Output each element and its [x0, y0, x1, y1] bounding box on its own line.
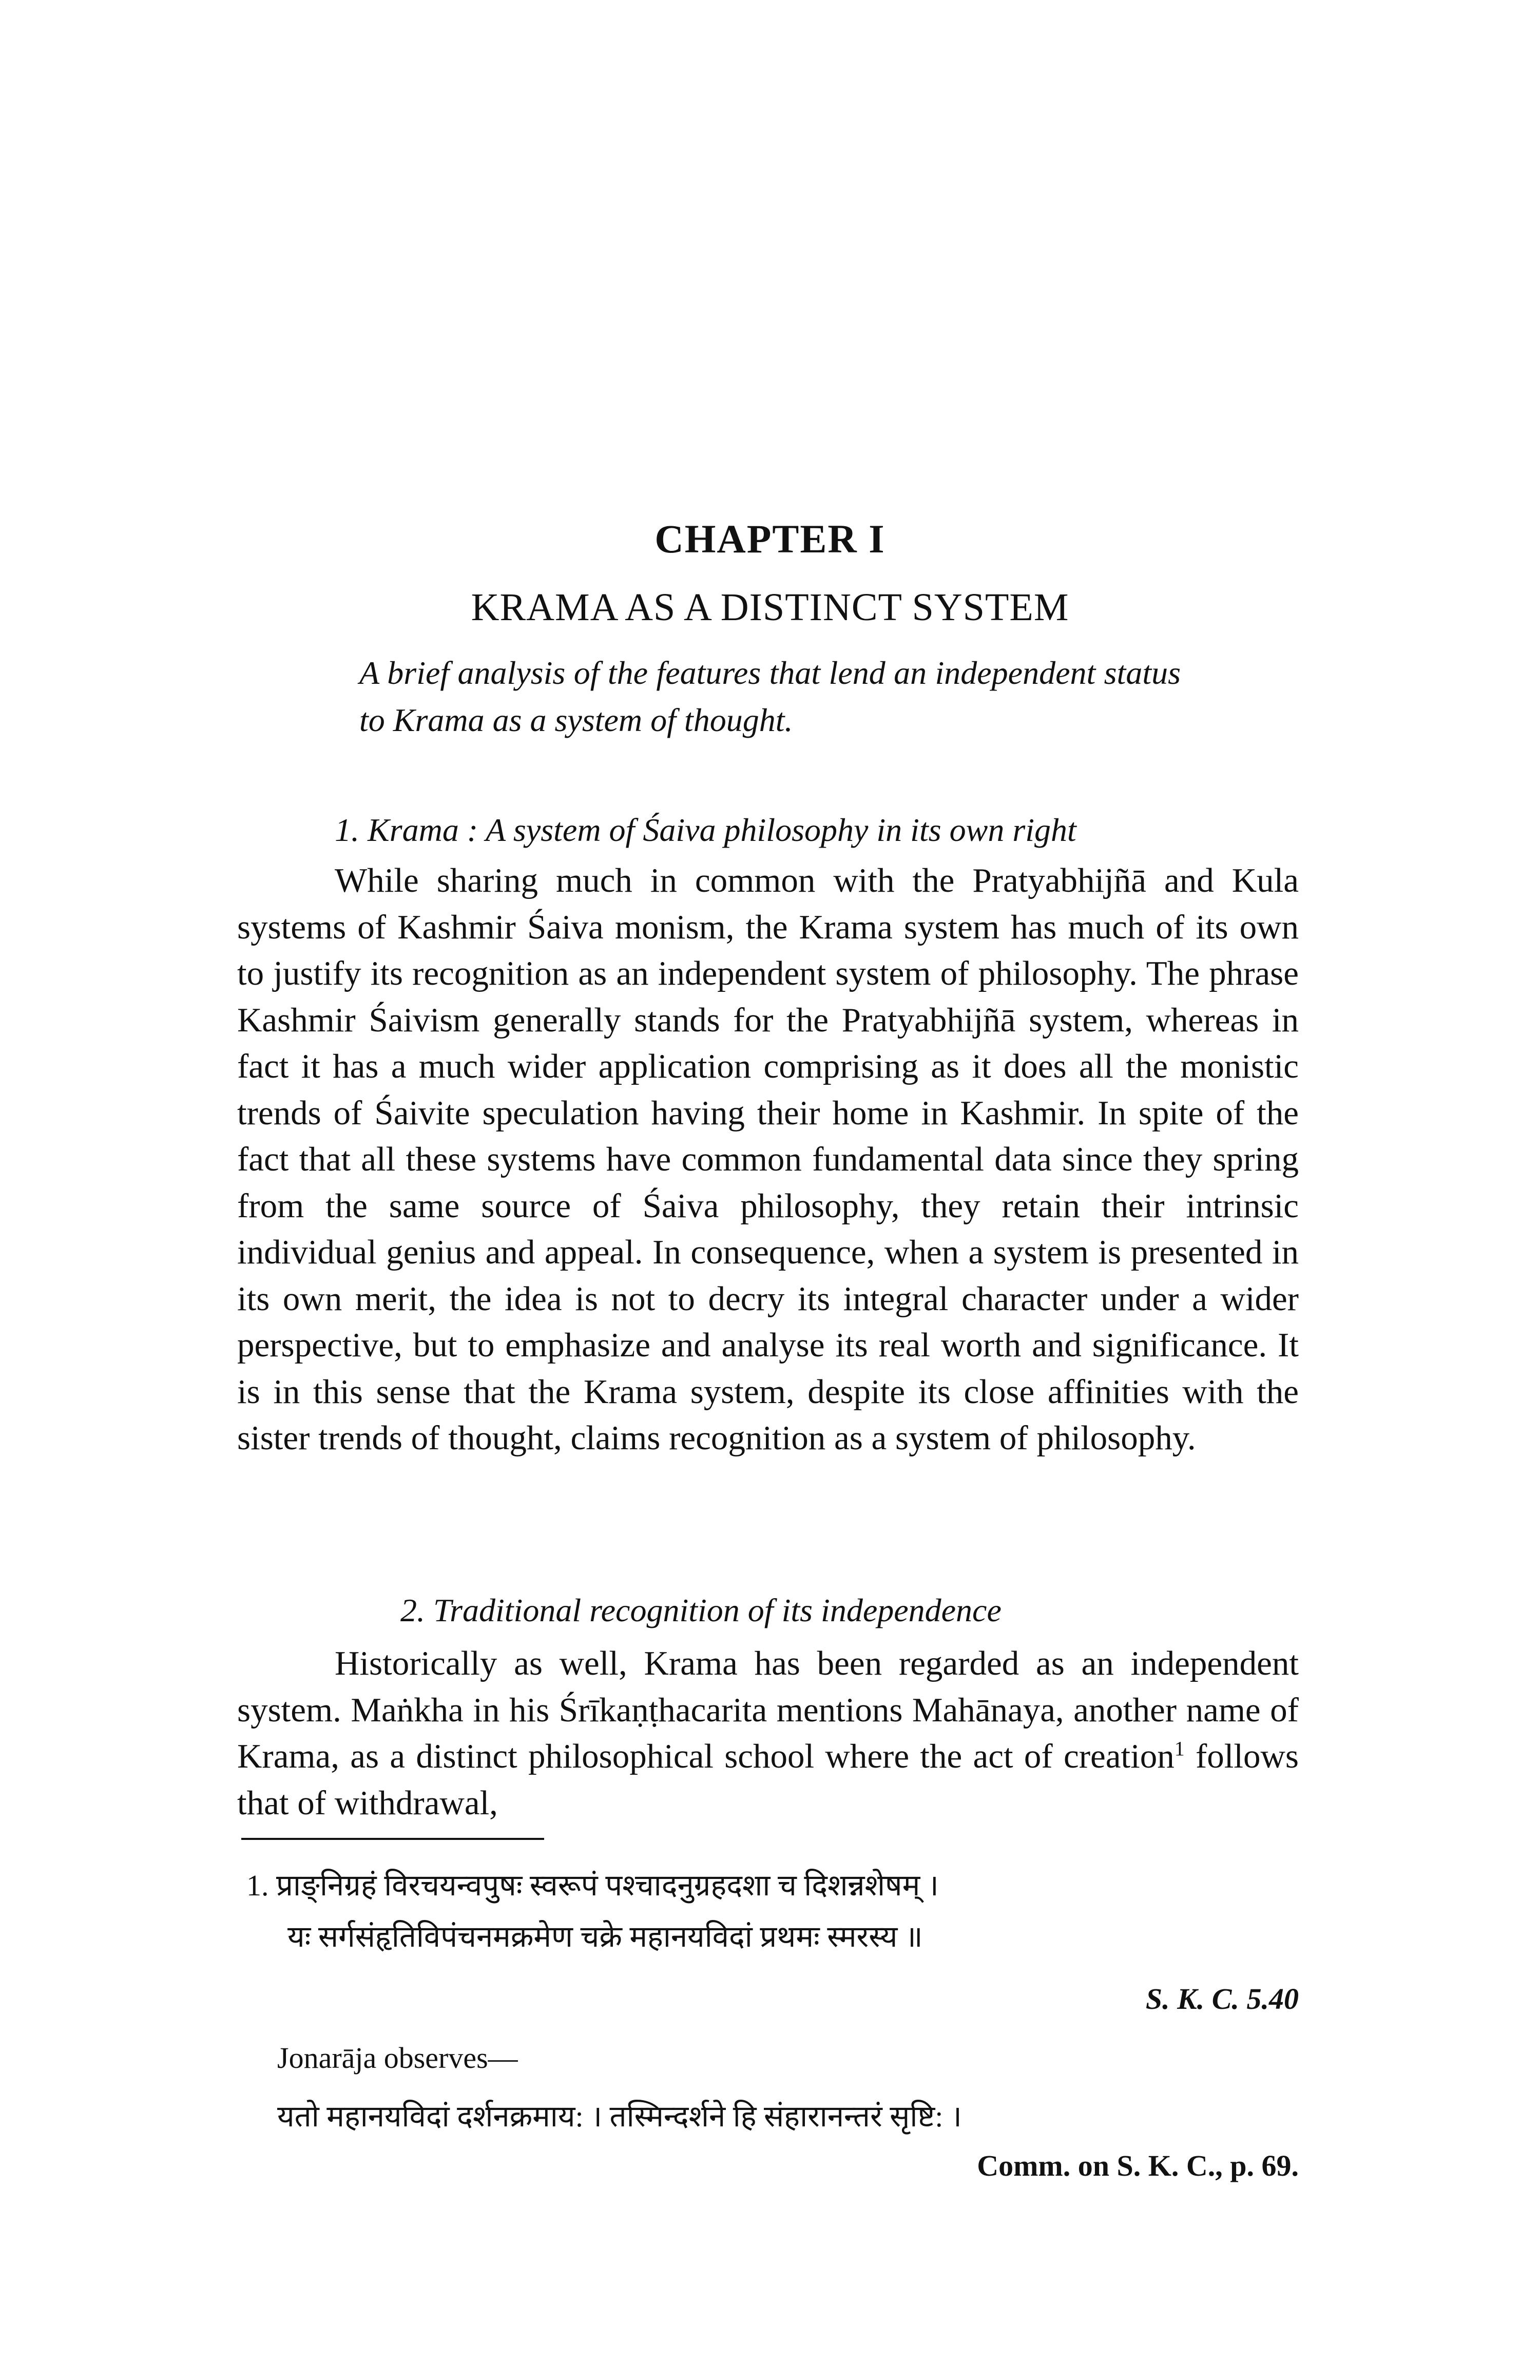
footnote-verse-text-1: प्राङ्निग्रहं विरचयन्वपुषः स्वरूपं पश्चादनुग्रहदशा च दिशन्नशेषम् । [276, 1869, 939, 1902]
section-2-text-after: follows that of withdrawal, [237, 1737, 1299, 1822]
section-2-paragraph [237, 1640, 1299, 1826]
section-1-paragraph: While sharing much in common with the Pratyabhijñā and Kula systems of Kashmir Śaiva monism, the Krama system has much of its own to justify its recognition as an independent system of philosophy. The phrase Kashmir Śaivism generally stands for the Pratyabhijñā system, whereas in fact it has a much wider application comprising as it does all the monistic trends of Śaivite speculation having their home in Kashmir. In spite of the fact that all these systems have common fundamental data since they spring from the same source of Śaiva philosophy, they retain their intrinsic individual genius and appeal. In consequence, when a system is presented in its own merit, the idea is not to decry its integral character under a wider perspective, but to emphasize and analyse its real worth and significance. It is in this sense that the Krama system, despite its close affinities with the sister trends of thought, claims recognition as a system of philosophy. [237, 861, 1299, 1457]
footnote-commentary-quote: यतो महानयविदां दर्शनक्रमाय: । तस्मिन्दर्शने हि संहारानन्तरं सृष्टि: । [277, 2100, 962, 2133]
footnote-number: 1. [246, 1869, 269, 1902]
footnote-divider [241, 1838, 544, 1840]
footnote-observes-label: Jonarāja observes— [277, 2041, 518, 2075]
footnote-verse-line-1 [246, 1864, 939, 1904]
section-2-heading: 2. Traditional recognition of its independence [400, 1592, 1002, 1628]
footnote-commentary-reference: Comm. on S. K. C., p. 69. [977, 2149, 1299, 2182]
section-1-heading: 1. Krama : A system of Śaiva philosophy in its own right [335, 812, 1076, 848]
section-2-text-before: Historically as well, Krama has been regarded as an independent system. Maṅkha in his Śrīkaṇṭhacarita mentions Mahānaya, another name of Krama, as a distinct philosophical school where the act of creation [237, 1644, 1299, 1775]
chapter-abstract: A brief analysis of the features that lend an independent status to Krama as a system of thought. [359, 655, 1181, 738]
chapter-title: KRAMA AS A DISTINCT SYSTEM [471, 586, 1069, 629]
footnote-marker: 1 [1174, 1737, 1185, 1760]
footnote-verse-reference: S. K. C. 5.40 [1145, 1982, 1299, 2016]
footnote-verse-line-2: यः सर्गसंहृतिविपंचनमक्रमेण चक्रे महानयविदां प्रथमः स्मरस्य ॥ [287, 1920, 923, 1953]
chapter-label: CHAPTER I [654, 516, 886, 561]
